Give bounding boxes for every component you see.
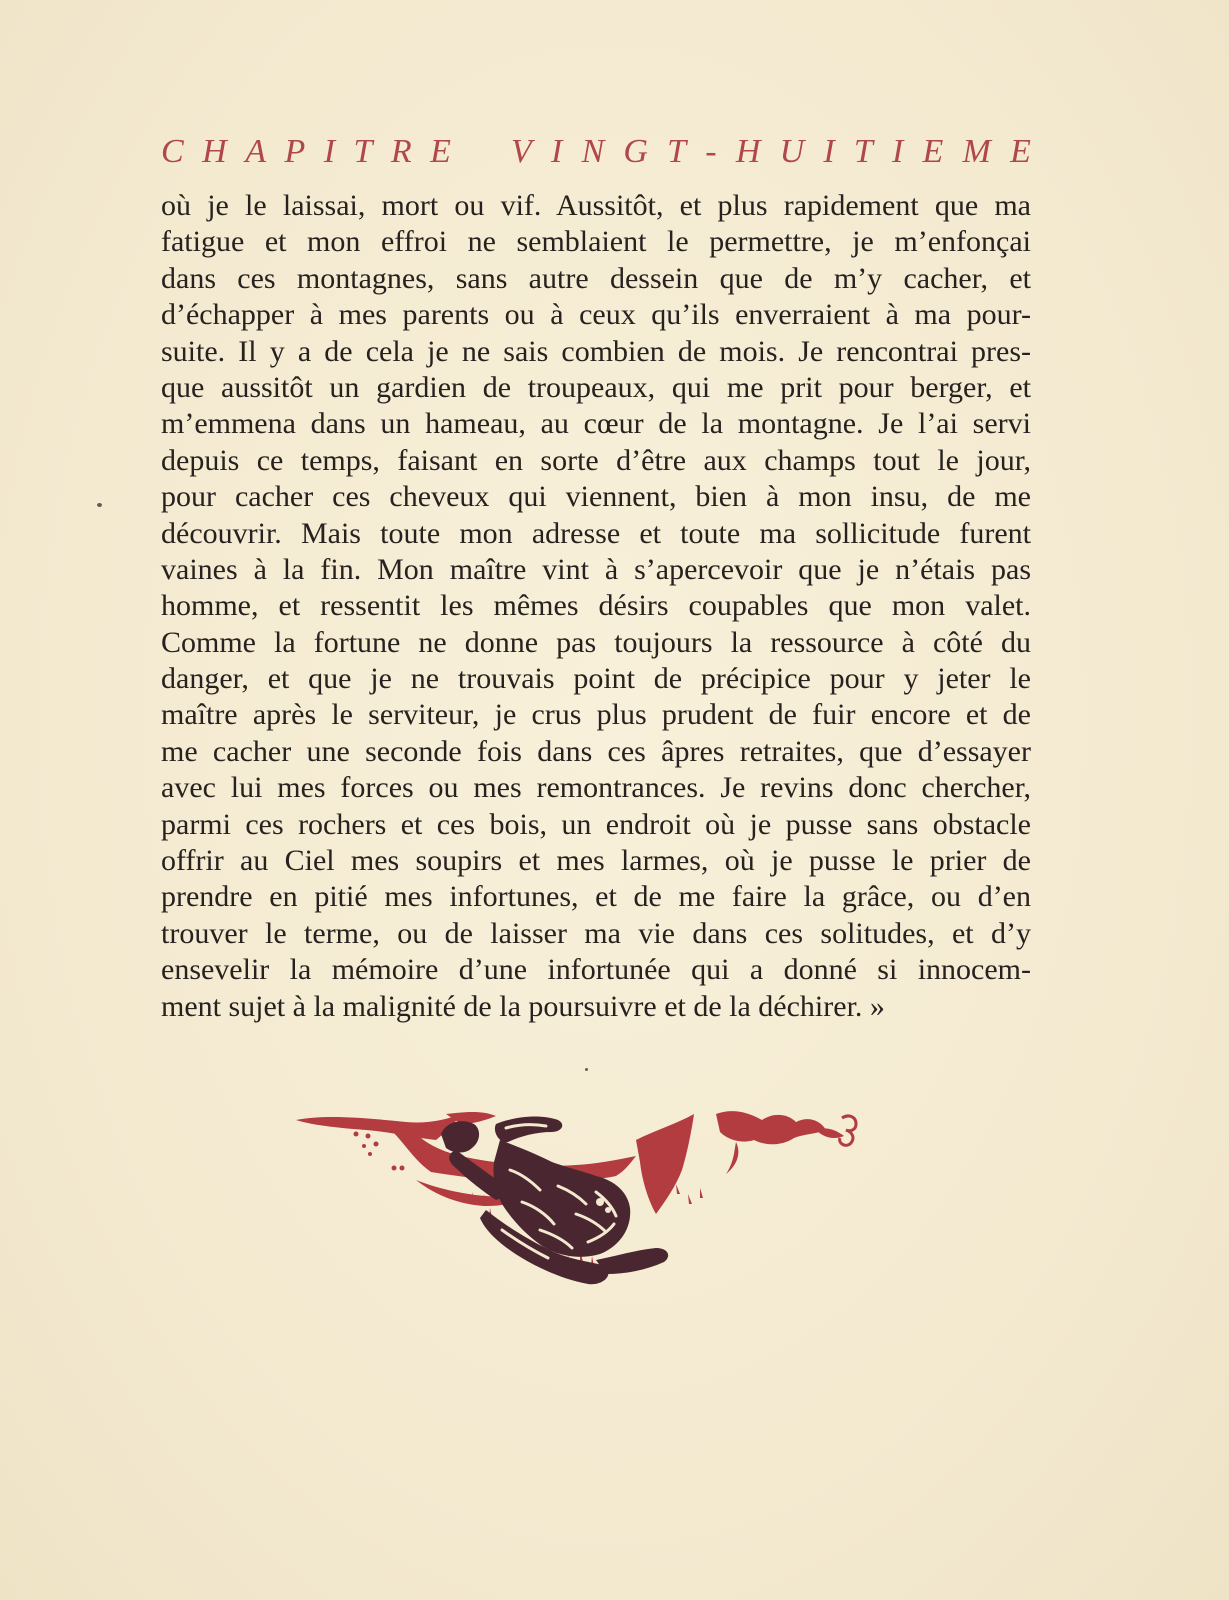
running-head-word-1 <box>161 132 451 172</box>
paper-speck <box>585 1068 588 1071</box>
text-line: pour cacher ces cheveux qui viennent, bien à mon insu, de me <box>161 480 1031 514</box>
running-head-word-1-letter: A <box>245 133 266 170</box>
running-head-word-2-letter: V <box>511 133 532 170</box>
running-head-word-1-letter: H <box>202 133 227 170</box>
text-line: dans ces montagnes, sans autre dessein que de m’y cacher, et <box>161 261 1031 295</box>
text-line: parmi ces rochers et ces bois, un endroit où je pusse sans obstacle <box>161 807 1031 841</box>
running-head-word-2-letter: - <box>705 133 717 170</box>
text-line: vaines à la fin. Mon maître vint à s’apercevoir que je n’étais pas <box>161 552 1031 586</box>
text-line: trouver le terme, ou de laisser ma vie dans ces solitudes, et d’y <box>161 916 1031 950</box>
text-line: m’emmena dans un hameau, au cœur de la montagne. Je l’ai servi <box>161 407 1031 441</box>
text-line: où je le laissai, mort ou vif. Aussitôt, et plus rapidement que ma <box>161 189 1031 222</box>
running-head-word-1-letter: C <box>161 133 184 170</box>
text-line: me cacher une seconde fois dans ces âpres retraites, que d’essayer <box>161 734 1031 768</box>
running-head-word-2-letter: G <box>623 133 648 170</box>
running-head-word-2-letter: I <box>823 133 835 170</box>
text-line: découvrir. Mais toute mon adresse et toute ma sollicitude furent <box>161 516 1031 550</box>
text-line: que aussitôt un gardien de troupeaux, qui me prit pour berger, et <box>161 370 1031 404</box>
running-head-word-2-letter: E <box>922 133 944 170</box>
text-line: danger, et que je ne trouvais point de précipice pour y jeter le <box>161 662 1031 696</box>
running-head-word-1-letter: P <box>284 133 306 170</box>
text-line: fatigue et mon effroi ne semblaient le permettre, je m’enfonçai <box>161 225 1031 259</box>
body-text <box>161 188 1031 1025</box>
text-line: Comme la fortune ne donne pas toujours la ressource à côté du <box>161 625 1031 659</box>
running-head-word-2-letter: U <box>779 133 805 170</box>
text-line: depuis ce temps, faisant en sorte d’être aux champs tout le jour, <box>161 443 1031 477</box>
paper-speck <box>97 503 102 507</box>
text-line: homme, et ressentit les mêmes désirs coupables que mon valet. <box>161 589 1031 623</box>
running-head <box>161 132 1031 172</box>
running-head-word-2 <box>511 132 1031 172</box>
running-head-word-1-letter: T <box>353 133 373 170</box>
text-line: offrir au Ciel mes soupirs et mes larmes, où je pusse le prier de <box>161 844 1031 878</box>
text-line: ensevelir la mémoire d’une infortunée qui a donné si innocem- <box>161 953 1031 987</box>
text-line: avec lui mes forces ou mes remontrances. Je revins donc chercher, <box>161 771 1031 805</box>
woodcut-vignette-fallen-figure-icon <box>296 1110 866 1310</box>
text-line: ment sujet à la malignité de la poursuivre et de la déchirer. » <box>161 989 885 1023</box>
running-head-word-2-letter: N <box>581 133 605 170</box>
text-line: maître après le serviteur, je crus plus prudent de fuir encore et de <box>161 698 1031 732</box>
text-line: prendre en pitié mes infortunes, et de me faire la grâce, ou d’en <box>161 880 1031 914</box>
running-head-word-2-letter: M <box>962 133 991 170</box>
running-head-word-1-letter: E <box>430 133 451 170</box>
text-line: d’échapper à mes parents ou à ceux qu’ils enverraient à ma pour- <box>161 298 1031 332</box>
running-head-word-2-letter: I <box>892 133 904 170</box>
running-head-word-2-letter: T <box>667 133 687 170</box>
running-head-word-2-letter: H <box>735 133 761 170</box>
running-head-word-1-letter: R <box>390 133 412 170</box>
running-head-word-2-letter: E <box>1010 133 1031 170</box>
running-head-word-1-letter: I <box>323 133 336 170</box>
running-head-word-2-letter: I <box>550 133 563 170</box>
running-head-word-2-letter: T <box>853 133 873 170</box>
text-line: suite. Il y a de cela je ne sais combien de mois. Je rencontrai pres- <box>161 334 1031 368</box>
